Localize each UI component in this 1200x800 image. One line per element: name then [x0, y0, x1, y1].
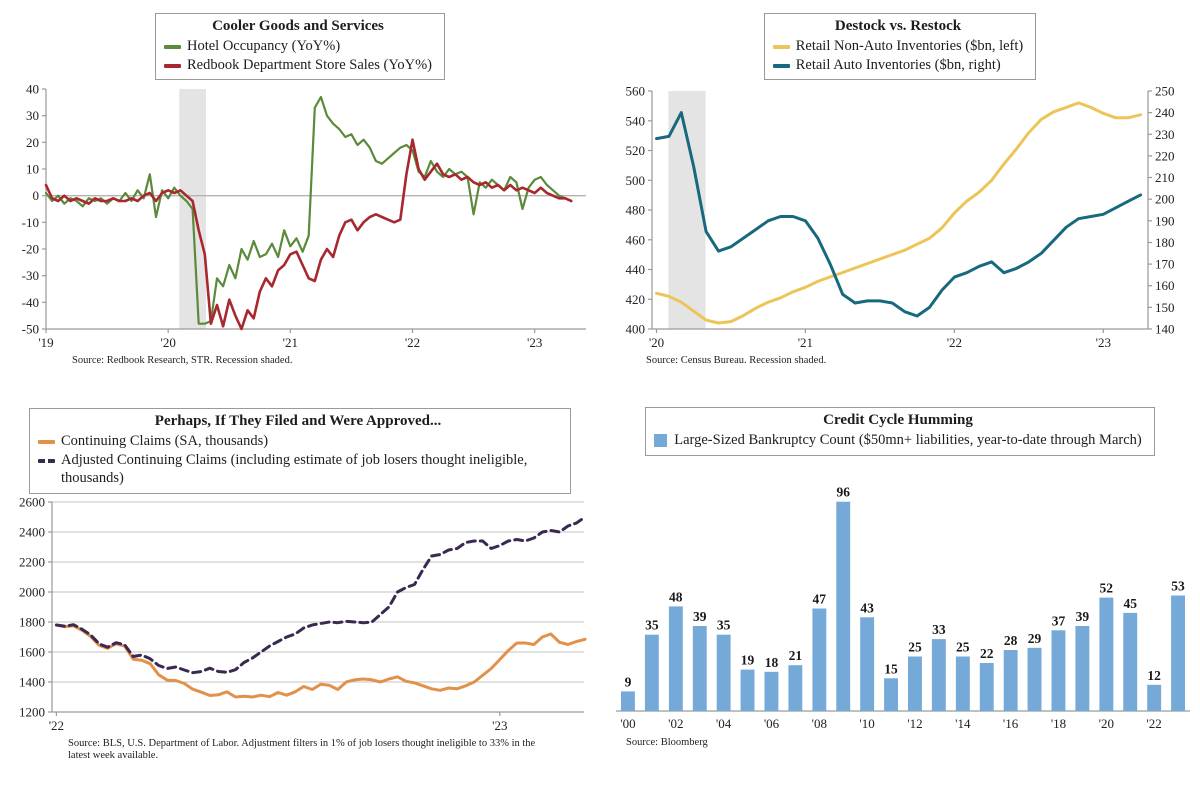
legend-label: Continuing Claims (SA, thousands) [61, 433, 269, 450]
bar [1075, 626, 1089, 711]
legend-box-claims [29, 408, 571, 494]
x-tick-label: '14 [955, 715, 971, 731]
svg-text:10: 10 [26, 161, 39, 177]
bar-value-label: 19 [740, 652, 755, 668]
bar-value-label: 35 [645, 617, 659, 633]
bar-value-label: 21 [788, 647, 803, 663]
svg-text:40: 40 [26, 83, 39, 97]
legend-item-bankruptcy-count [654, 431, 1141, 450]
bar [669, 606, 683, 711]
svg-text:1600: 1600 [19, 644, 45, 660]
bar [717, 634, 731, 710]
source-note: Source: Redbook Research, STR. Recession shaded. [72, 355, 293, 367]
bar [1028, 648, 1042, 711]
legend-label: Retail Non-Auto Inventories ($bn, left) [795, 38, 1024, 55]
series-line [56, 625, 585, 697]
bar-swatch-icon [654, 434, 667, 447]
svg-text:190: 190 [1155, 213, 1175, 229]
bar [621, 691, 635, 711]
series-line [657, 113, 1141, 316]
svg-text:'23: '23 [1095, 335, 1111, 351]
svg-text:'23: '23 [527, 335, 543, 351]
bar-value-label: 52 [1099, 580, 1114, 596]
svg-text:180: 180 [1155, 235, 1175, 251]
bar-value-label: 39 [1075, 608, 1090, 624]
bar [1004, 650, 1018, 711]
bar [1171, 595, 1185, 711]
svg-text:140: 140 [1155, 321, 1175, 337]
svg-text:230: 230 [1155, 127, 1175, 143]
svg-text:1200: 1200 [19, 704, 45, 720]
bar-value-label: 45 [1123, 595, 1137, 611]
svg-text:2400: 2400 [19, 524, 45, 540]
bar [1099, 597, 1113, 710]
svg-text:240: 240 [1155, 105, 1175, 121]
svg-text:210: 210 [1155, 170, 1175, 186]
svg-text:'20: '20 [648, 335, 665, 351]
bar [980, 663, 994, 711]
bar-value-label: 25 [956, 639, 970, 655]
svg-text:'21: '21 [282, 335, 298, 351]
line-swatch-icon [38, 440, 55, 444]
bar [932, 639, 946, 711]
bar-value-label: 53 [1171, 578, 1185, 594]
svg-text:520: 520 [625, 143, 645, 159]
bar [812, 608, 826, 711]
x-tick-label: '04 [715, 715, 732, 731]
bar-value-label: 35 [716, 617, 731, 633]
bar [693, 626, 707, 711]
axes [19, 496, 584, 733]
chart-continuing-claims [0, 400, 600, 800]
bar-value-label: 47 [812, 591, 827, 607]
svg-text:560: 560 [625, 83, 645, 99]
x-tick-label: '10 [859, 715, 875, 731]
svg-text:250: 250 [1155, 83, 1175, 99]
bar-value-label: 18 [764, 654, 779, 670]
bar-plot-bankruptcy [600, 459, 1200, 737]
svg-text:'21: '21 [797, 335, 814, 351]
svg-text:170: 170 [1155, 256, 1175, 272]
source-note: Source: Bloomberg [626, 736, 708, 748]
bar [645, 634, 659, 710]
bar-value-label: 29 [1027, 630, 1042, 646]
bar-value-label: 39 [692, 608, 707, 624]
legend-item-continuing-claims [38, 432, 558, 451]
svg-text:20: 20 [26, 135, 39, 151]
bar [788, 665, 802, 711]
bar-value-label: 9 [624, 674, 632, 690]
bar-value-label: 28 [1003, 632, 1018, 648]
chart-credit-cycle-humming [600, 400, 1200, 800]
svg-text:-30: -30 [21, 268, 39, 284]
bar-value-label: 25 [908, 639, 922, 655]
svg-text:2600: 2600 [19, 495, 45, 510]
svg-text:480: 480 [625, 202, 645, 218]
bar-value-label: 43 [860, 600, 874, 616]
x-tick-label: '22 [1146, 715, 1162, 731]
svg-text:-50: -50 [21, 321, 39, 337]
bar [836, 501, 850, 710]
series-line [46, 97, 571, 324]
bar [741, 669, 755, 710]
bar [765, 672, 779, 711]
bar-value-label: 33 [932, 621, 946, 637]
line-plot-claims [0, 496, 600, 738]
svg-text:'23: '23 [492, 717, 508, 733]
chart-title: Credit Cycle Humming [823, 412, 973, 428]
legend-label: Large-Sized Bankruptcy Count ($50mn+ liabilities, year-to-date through March) [674, 432, 1142, 449]
bar [1052, 630, 1066, 711]
bar [908, 656, 922, 711]
svg-text:'22: '22 [404, 335, 421, 351]
legend-label: Retail Auto Inventories ($bn, right) [795, 56, 1001, 73]
svg-text:540: 540 [625, 113, 645, 129]
svg-text:2200: 2200 [19, 554, 45, 570]
bar [860, 617, 874, 711]
x-tick-label: '00 [620, 715, 636, 731]
svg-text:150: 150 [1155, 300, 1175, 316]
legend-item-hotel-occupancy [164, 37, 432, 56]
chart-title: Cooler Goods and Services [212, 18, 384, 34]
legend-label: Redbook Department Store Sales (YoY%) [187, 56, 432, 73]
x-tick-label: '20 [1098, 715, 1114, 731]
bar-value-label: 15 [884, 661, 898, 677]
chart-destock-vs-restock [600, 0, 1200, 400]
bar-value-label: 96 [836, 484, 850, 500]
svg-text:2000: 2000 [19, 584, 45, 600]
legend-item-adjusted-claims [38, 451, 558, 488]
dashed-line-swatch-icon [38, 459, 55, 463]
axes [22, 83, 586, 350]
bar [884, 678, 898, 711]
series-line [657, 103, 1141, 323]
source-note: Source: Census Bureau. Recession shaded. [646, 355, 827, 367]
svg-text:440: 440 [625, 262, 645, 278]
bar [1123, 613, 1137, 711]
legend-item-auto-inventories [773, 56, 1024, 75]
svg-text:-20: -20 [21, 241, 39, 257]
svg-text:-10: -10 [21, 215, 39, 231]
legend-box-cooler-goods [155, 13, 445, 80]
svg-text:460: 460 [625, 232, 645, 248]
svg-text:200: 200 [1155, 191, 1175, 207]
svg-text:500: 500 [625, 173, 645, 189]
bar [956, 656, 970, 711]
line-swatch-icon [773, 64, 790, 68]
svg-text:'19: '19 [38, 335, 54, 351]
legend-item-nonauto-inventories [773, 37, 1024, 56]
svg-text:420: 420 [625, 292, 645, 308]
x-tick-label: '18 [1050, 715, 1067, 731]
bar-value-label: 48 [669, 589, 683, 605]
bar-value-label: 37 [1051, 613, 1066, 629]
chart-title: Perhaps, If They Filed and Were Approved... [154, 413, 442, 429]
svg-text:'22: '22 [946, 335, 963, 351]
svg-text:0: 0 [32, 188, 39, 204]
source-note: Source: BLS, U.S. Department of Labor. Adjustment filters in 1% of job losers thought ineligible to 33% in the latest week available. [68, 737, 536, 762]
legend-box-bankruptcy [645, 407, 1154, 456]
line-swatch-icon [164, 45, 181, 49]
svg-text:160: 160 [1155, 278, 1175, 294]
x-tick-label: '06 [763, 715, 780, 731]
svg-text:30: 30 [26, 108, 39, 124]
line-plot-destock-restock [600, 83, 1200, 355]
chart-cooler-goods-and-services [0, 0, 600, 400]
svg-text:1800: 1800 [19, 614, 45, 630]
svg-text:400: 400 [625, 321, 645, 337]
legend-box-destock-restock [764, 13, 1037, 80]
svg-text:'22: '22 [48, 717, 65, 733]
svg-text:'20: '20 [160, 335, 176, 351]
x-tick-label: '12 [907, 715, 923, 731]
legend-item-redbook-sales [164, 56, 432, 75]
x-tick-label: '02 [668, 715, 684, 731]
x-tick-label: '08 [811, 715, 827, 731]
legend-label: Adjusted Continuing Claims (including estimate of job losers thought ineligible, thousands) [61, 451, 528, 487]
chart-title: Destock vs. Restock [834, 18, 962, 34]
legend-label: Hotel Occupancy (YoY%) [187, 38, 341, 55]
line-swatch-icon [164, 64, 181, 68]
svg-text:-40: -40 [21, 295, 39, 311]
svg-text:1400: 1400 [19, 674, 45, 690]
line-swatch-icon [773, 45, 790, 49]
x-tick-label: '16 [1002, 715, 1019, 731]
bar-value-label: 22 [979, 645, 994, 661]
svg-text:220: 220 [1155, 148, 1175, 164]
line-plot-cooler-goods [0, 83, 600, 355]
bar-value-label: 12 [1147, 667, 1161, 683]
series-line [56, 517, 585, 673]
bar [1147, 685, 1161, 711]
